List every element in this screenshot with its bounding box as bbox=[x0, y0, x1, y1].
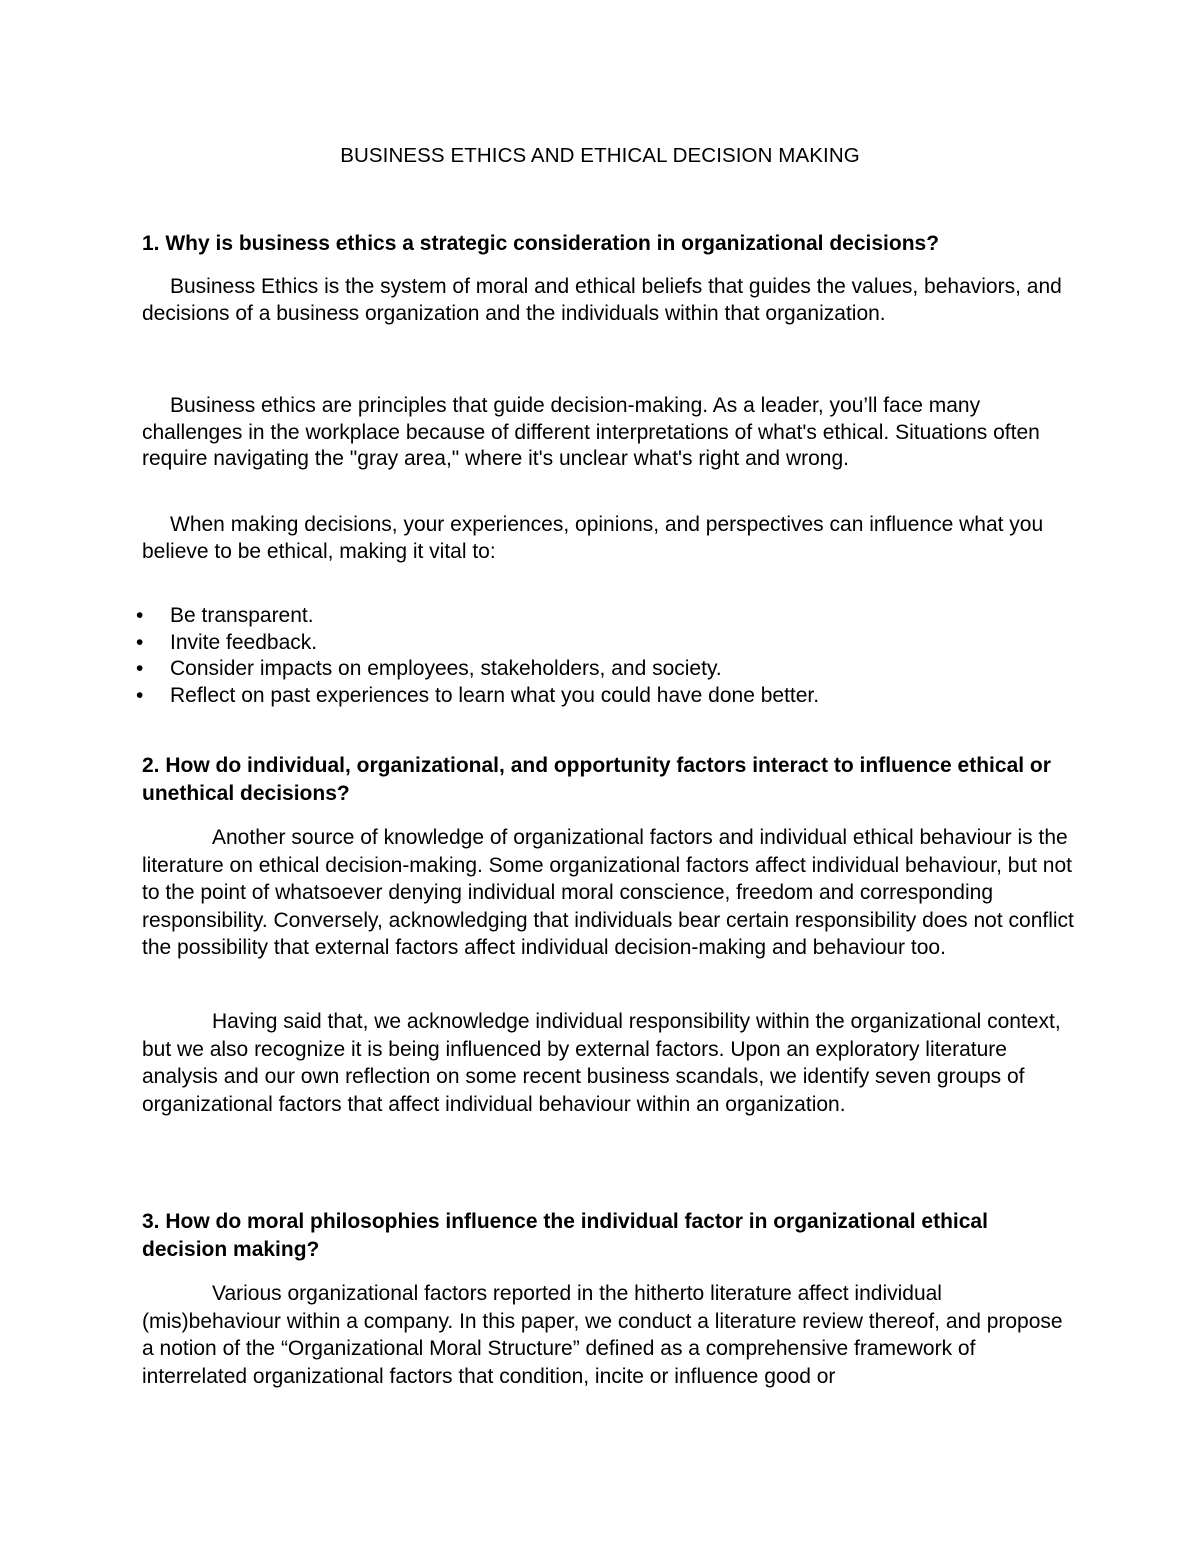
section-2-heading: 2. How do individual, organizational, and opportunity factors interact to influence ethical or unethical decisions? bbox=[142, 754, 1051, 805]
section-1-paragraph-2: Business ethics are principles that guide decision-making. As a leader, you’ll face many challenges in the workplace because of different interpretations of what's ethical. Situations often require navigating the "gray area," where it's unclear what's right and wrong. bbox=[142, 394, 1040, 470]
bullet-item bbox=[136, 683, 1077, 710]
bullet-item bbox=[136, 656, 1077, 683]
section-1-paragraph-1: Business Ethics is the system of moral and ethical beliefs that guides the values, behaviors, and decisions of a business organization and the individuals within that organization. bbox=[142, 275, 1062, 325]
section-3-heading: 3. How do moral philosophies influence the individual factor in organizational ethical decision making? bbox=[142, 1210, 988, 1261]
section-1-bullet-list bbox=[136, 603, 1077, 709]
bullet-text: Invite feedback. bbox=[170, 630, 318, 654]
bullet-text: Reflect on past experiences to learn what you could have done better. bbox=[170, 683, 820, 707]
section-2-paragraph-2: Having said that, we acknowledge individual responsibility within the organizational context, but we also recognize it is being influenced by external factors. Upon an exploratory literature analysis and our own reflection on some recent business scandals, we identify seven groups of organizational factors that affect individual behaviour within an organization. bbox=[142, 1010, 1061, 1116]
bullet-symbol: • bbox=[136, 604, 144, 627]
section-1-heading: 1. Why is business ethics a strategic consideration in organizational decisions? bbox=[142, 232, 940, 255]
bullet-text: Consider impacts on employees, stakeholders, and society. bbox=[170, 657, 722, 681]
section-3-paragraph-1: Various organizational factors reported in the hitherto literature affect individual (mis)behaviour within a company. In this paper, we conduct a literature review thereof, and propose a notion of the “Organizational Moral Structure” defined as a comprehensive framework of interrelated organizational factors that condition, incite or influence good or bbox=[142, 1282, 1063, 1388]
document-title: BUSINESS ETHICS AND ETHICAL DECISION MAKING bbox=[340, 144, 860, 167]
section-2-paragraph-1: Another source of knowledge of organizational factors and individual ethical behaviour is the literature on ethical decision-making. Some organizational factors affect individual behaviour, but not to the point of whatsoever denying individual moral conscience, freedom and corresponding responsibility. Conversely, acknowledging that individuals bear certain responsibility does not conflict the possibility that external factors affect individual decision-making and behaviour too. bbox=[142, 826, 1074, 959]
section-1-paragraph-3: When making decisions, your experiences, opinions, and perspectives can influence what you believe to be ethical, making it vital to: bbox=[142, 513, 1044, 563]
bullet-symbol: • bbox=[136, 630, 144, 654]
bullet-symbol: • bbox=[136, 683, 144, 707]
bullet-item bbox=[136, 630, 1077, 657]
bullet-symbol: • bbox=[136, 657, 144, 681]
bullet-item bbox=[136, 603, 1077, 630]
bullet-text: Be transparent. bbox=[170, 604, 314, 627]
